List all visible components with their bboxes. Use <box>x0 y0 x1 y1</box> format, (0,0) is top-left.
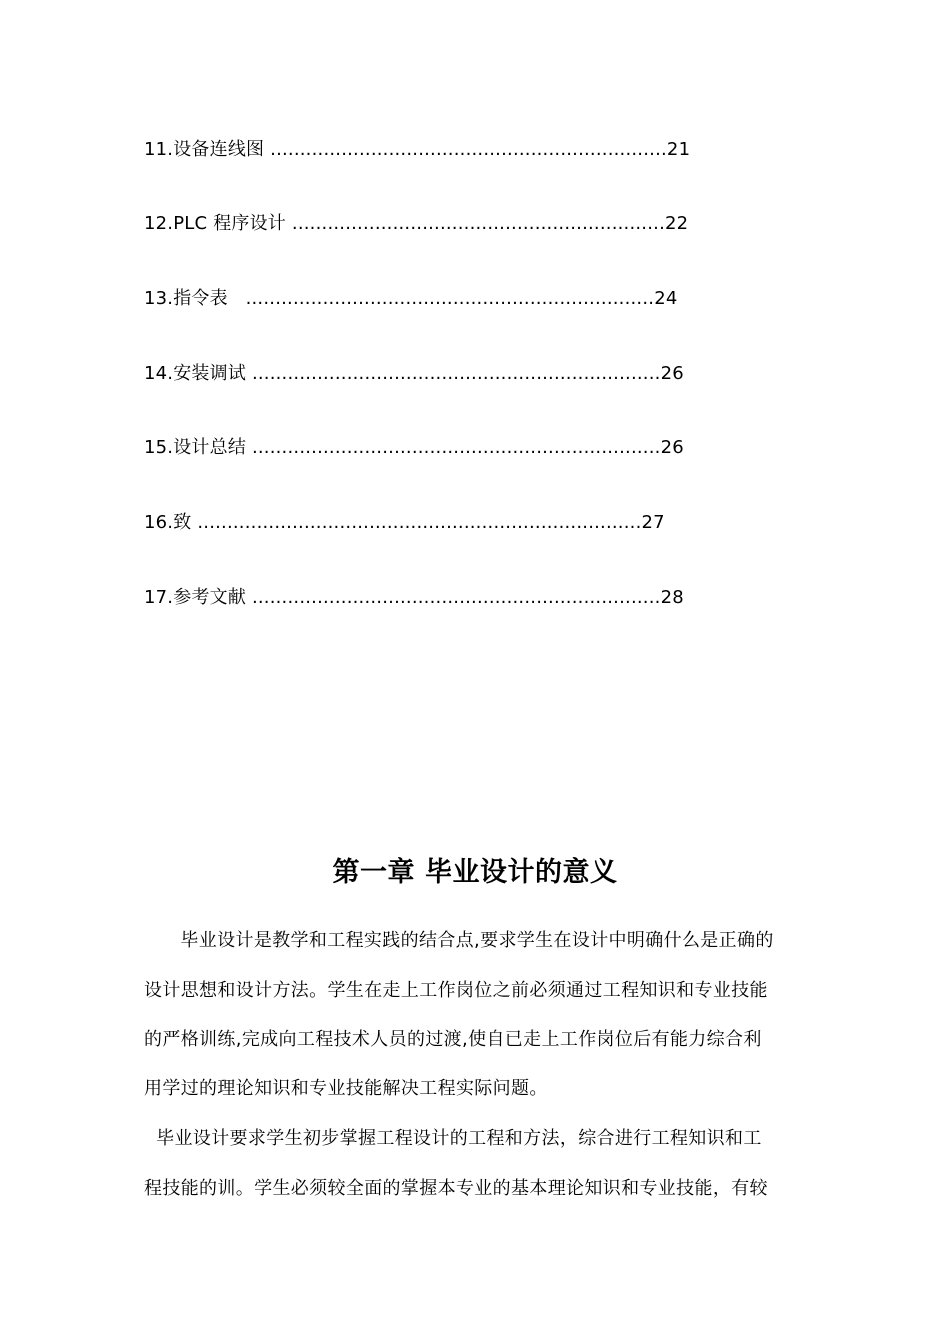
toc-item[interactable] <box>144 511 665 535</box>
toc-item[interactable] <box>144 436 684 460</box>
paragraph-line: 的严格训练,完成向工程技术人员的过渡,使自已走上工作岗位后有能力综合利 <box>144 1029 762 1050</box>
toc-item-page: 28 <box>660 587 684 608</box>
toc-item[interactable] <box>144 138 690 162</box>
paragraph-line: 用学过的理论知识和专业技能解决工程实际问题。 <box>144 1078 548 1099</box>
toc-item-leader: ..................................................................... <box>227 288 655 309</box>
toc-item-leader: ..................................................................... <box>246 437 661 458</box>
chapter-title: 第一章 毕业设计的意义 <box>332 857 618 888</box>
toc-item-page: 26 <box>660 363 684 384</box>
toc-item-page: 21 <box>666 139 691 160</box>
toc-item-label: 17.参考文献 <box>144 587 247 608</box>
toc-item-label: 16.致 <box>144 512 192 533</box>
toc-item[interactable] <box>144 287 678 311</box>
toc-item-page: 24 <box>654 288 678 309</box>
toc-item-label: 13.指令表 <box>144 288 228 309</box>
toc-item-leader: ..................................................................... <box>246 587 661 608</box>
toc-item-label: 14.安装调试 <box>144 363 247 384</box>
toc-item-leader: ........................................................................... <box>191 512 642 533</box>
toc-item-page: 27 <box>641 512 665 533</box>
toc-item-label: 11.设备连线图 <box>144 139 265 160</box>
toc-item-page: 26 <box>660 437 684 458</box>
toc-item-leader: ..................................................................... <box>246 363 661 384</box>
toc-item-leader: ............................................................... <box>286 213 665 234</box>
toc-item-label: 12.PLC 程序设计 <box>144 213 286 234</box>
toc-item-page: 22 <box>665 213 689 234</box>
toc-item-leader: ................................................................... <box>264 139 667 160</box>
paragraph-line: 毕业设计要求学生初步掌握工程设计的工程和方法，综合进行工程知识和工 <box>144 1128 762 1149</box>
toc-item[interactable] <box>144 586 684 610</box>
paragraph-line: 设计思想和设计方法。学生在走上工作岗位之前必须通过工程知识和专业技能 <box>144 980 768 1001</box>
paragraph-line: 毕业设计是教学和工程实践的结合点,要求学生在设计中明确什么是正确的 <box>144 930 774 951</box>
toc-item[interactable] <box>144 362 684 386</box>
toc-item-label: 15.设计总结 <box>144 437 247 458</box>
paragraph-line: 程技能的训。学生必须较全面的掌握本专业的基本理论知识和专业技能，有较 <box>144 1178 768 1199</box>
toc-item[interactable] <box>144 212 688 236</box>
